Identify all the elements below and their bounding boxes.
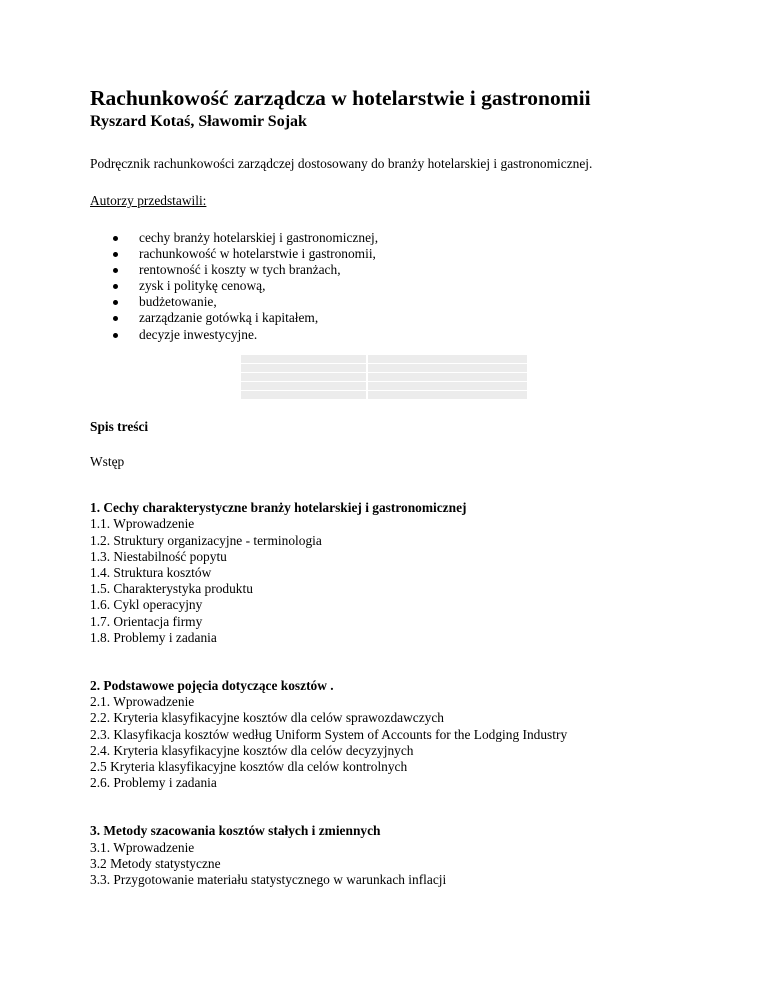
document-header [90,86,730,343]
toc-section: 1.1. Wprowadzenie [90,516,195,532]
toc-heading: Spis treści [90,419,149,434]
bullet-icon [113,300,118,305]
toc-section: 2.3. Klasyfikacja kosztów według Uniform System of Accounts for the Lodging Industry [90,726,568,742]
table-cell [241,382,366,390]
table-cell [368,364,527,372]
toc-section: 2.4. Kryteria klasyfikacyjne kosztów dla celów decyzyjnych [90,742,414,758]
list-item: decyzje inwestycyjne. [90,327,730,343]
authors-intro: Autorzy przedstawili: [90,193,207,208]
toc-chapter-1: 1. Cechy charakterystyczne branży hotelarskiej i gastronomicznej [90,500,467,516]
list-item: rentowność i koszty w tych branżach, [90,262,730,278]
bullet-icon [113,236,118,241]
table-cell [241,373,366,381]
toc-chapter-3: 3. Metody szacowania kosztów stałych i zmiennych [90,823,381,839]
bullet-icon [113,284,118,289]
toc-section: 1.8. Problemy i zadania [90,629,217,645]
toc-section: 1.2. Struktury organizacyjne - terminologia [90,532,322,548]
bullet-icon [113,316,118,321]
list-item: budżetowanie, [90,294,730,310]
document-authors: Ryszard Kotaś, Sławomir Sojak [90,113,307,130]
toc-section: 3.1. Wprowadzenie [90,839,195,855]
list-item: cechy branży hotelarskiej i gastronomicznej, [90,230,730,246]
toc-section: 3.3. Przygotowanie materiału statystycznego w warunkach inflacji [90,872,447,888]
toc-section: 2.5 Kryteria klasyfikacyjne kosztów dla celów kontrolnych [90,759,408,775]
table-cell [368,382,527,390]
toc-intro: Wstęp [90,454,125,469]
toc-section: 1.7. Orientacja firmy [90,613,203,629]
table-cell [241,391,366,399]
toc-section: 1.3. Niestabilność popytu [90,548,227,564]
empty-table [241,355,527,399]
toc-section: 3.2 Metody statystyczne [90,855,221,871]
list-item: zysk i politykę cenową, [90,278,730,294]
topics-list [90,230,730,343]
document-title: Rachunkowość zarządcza w hotelarstwie i gastronomii [90,86,591,110]
table-cell [241,355,366,363]
list-item: rachunkowość w hotelarstwie i gastronomii, [90,246,730,262]
toc-section: 2.6. Problemy i zadania [90,775,217,791]
toc-section: 1.4. Struktura kosztów [90,565,212,581]
list-item: zarządzanie gotówką i kapitałem, [90,310,730,326]
toc-section: 2.2. Kryteria klasyfikacyjne kosztów dla celów sprawozdawczych [90,710,444,726]
table-cell [368,373,527,381]
toc-section: 2.1. Wprowadzenie [90,694,195,710]
bullet-icon [113,333,118,338]
toc-chapter-2: 2. Podstawowe pojęcia dotyczące kosztów . [90,678,334,694]
toc-section: 1.5. Charakterystyka produktu [90,581,253,597]
table-cell [368,355,527,363]
table-cell [368,391,527,399]
bullet-icon [113,268,118,273]
document-description: Podręcznik rachunkowości zarządczej dostosowany do branży hotelarskiej i gastronomicznej. [90,156,593,171]
table-of-contents [90,454,730,888]
toc-section: 1.6. Cykl operacyjny [90,597,203,613]
table-cell [241,364,366,372]
bullet-icon [113,252,118,257]
